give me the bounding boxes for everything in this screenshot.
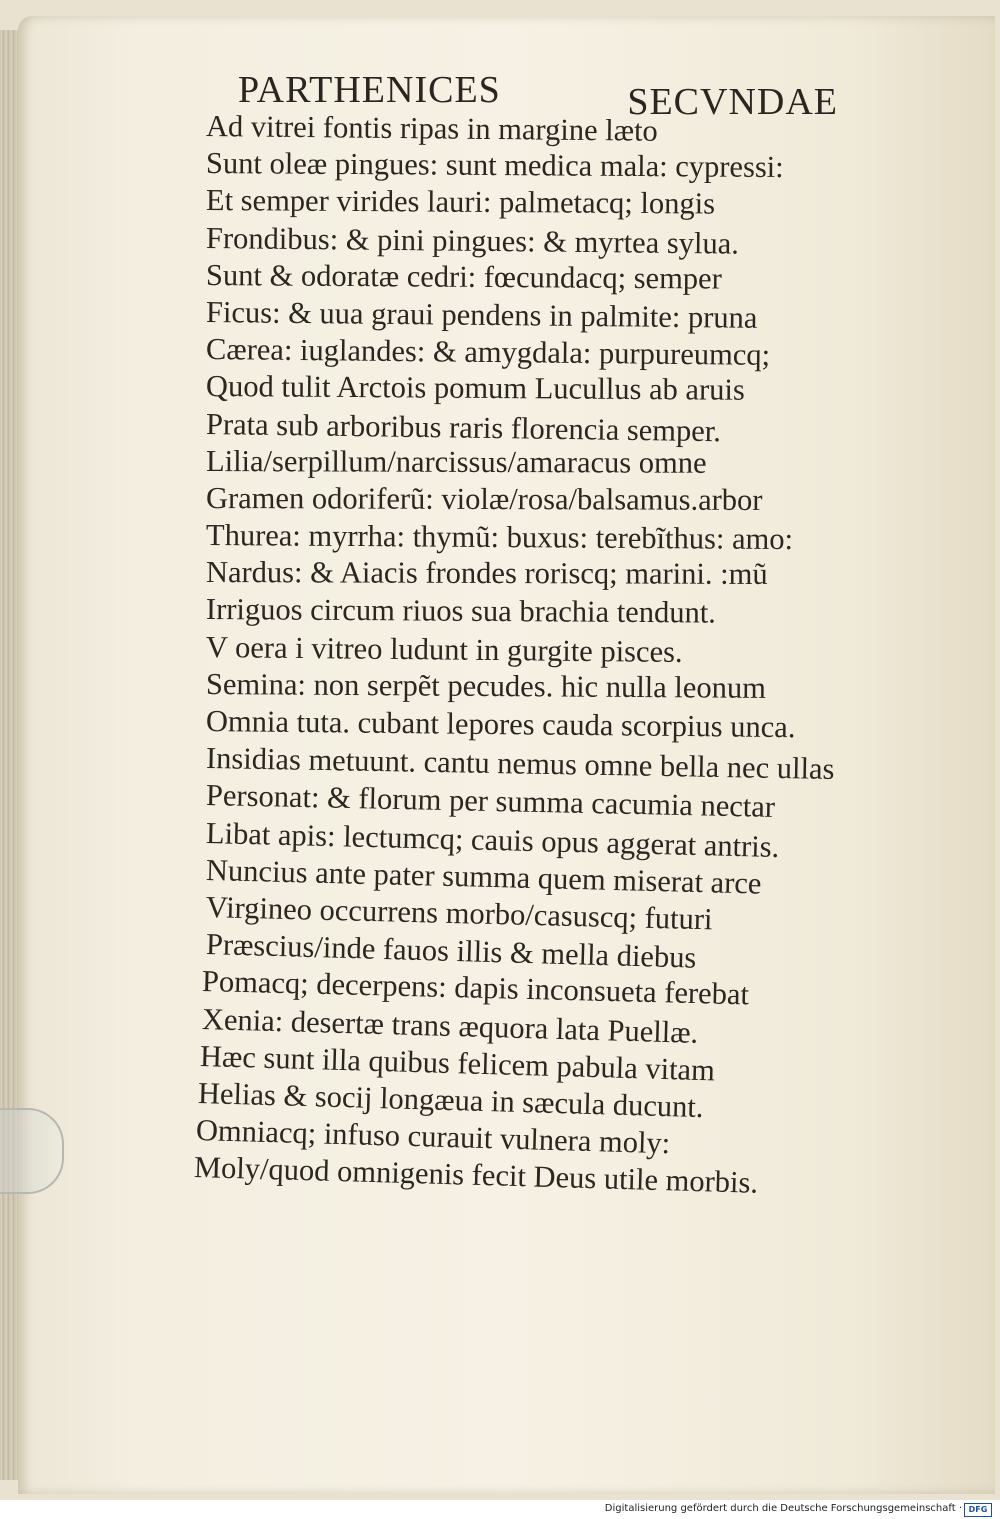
verse-line: Gramen odoriferũ: violæ/rosa/balsamus.arbor — [205, 480, 763, 517]
verse-line: Omnia tuta. cubant lepores cauda scorpius unca. — [205, 704, 796, 745]
verse-line: Helias & socij longæua in sæcula ducunt. — [197, 1075, 705, 1124]
verse-line: Xenia: desertæ trans æquora lata Puellæ. — [201, 1001, 699, 1050]
verse-line: Irriguos circum riuos sua brachia tendunt. — [205, 592, 717, 630]
dfg-logo: DFG — [964, 1503, 992, 1517]
verse-line: Ficus: & uua graui pendens in palmite: pruna — [205, 294, 758, 335]
verse-line: Moly/quod omnigenis fecit Deus utile morbis. — [193, 1150, 759, 1200]
verse-line: Sunt & odoratæ cedri: fœcundacq; semper — [205, 257, 722, 296]
verse-line: Libat apis: lectumcq; cauis opus aggerat antris. — [205, 815, 780, 864]
digitization-credit: Digitalisierung gefördert durch die Deutsche Forschungsgemeinschaft · — [604, 1503, 962, 1514]
verse-line: Cærea: iuglandes: & amygdala: purpureumcq; — [205, 332, 771, 373]
verse-line: Prata sub arboribus raris florencia semper. — [205, 406, 722, 448]
running-header-right: SECVNDAE — [627, 81, 838, 123]
verse-line: Omniacq; infuso curauit vulnera moly: — [195, 1113, 671, 1161]
verse-line: Virgineo occurrens morbo/casuscq; futuri — [205, 889, 713, 937]
verse-line: Semina: non serpẽt pecudes. hic nulla leonum — [205, 666, 766, 705]
verse-line: Quod tulit Arctois pomum Lucullus ab aruis — [205, 369, 745, 408]
verse-line: Nuncius ante pater summa quem miserat arce — [205, 852, 762, 901]
verse-line: Ad vitrei fontis ripas in margine læto — [205, 109, 658, 148]
verse-line: Pomacq; decerpens: dapis inconsueta ferebat — [201, 964, 750, 1012]
page-clip — [0, 1108, 64, 1194]
verse-text-block — [193, 108, 886, 1200]
verse-line: Nardus: & Aiacis frondes roriscq; marini. :mũ — [205, 555, 768, 592]
verse-line: Frondibus: & pini pingues: & myrtea sylua. — [205, 220, 740, 261]
verse-line: Insidias metuunt. cantu nemus omne bella nec ullas — [205, 741, 835, 787]
running-header-left: PARTHENICES — [238, 69, 501, 111]
verse-line: Thurea: myrrha: thymũ: buxus: terebĩthus: amo: — [205, 518, 794, 557]
verse-line: Lilia/serpillum/narcissus/amaracus omne — [205, 443, 707, 480]
verse-line: Hæc sunt illa quibus felicem pabula vitam — [199, 1038, 716, 1088]
verse-line: Sunt oleæ pingues: sunt medica mala: cypressi: — [205, 146, 784, 185]
verse-line: Præscius/inde fauos illis & mella diebus — [205, 927, 697, 975]
verse-line: Et semper virides lauri: palmetacq; longis — [205, 183, 716, 221]
verse-line: V oera i vitreo ludunt in gurgite pisces. — [205, 629, 683, 669]
verse-line: Personat: & florum per summa cacumia nectar — [205, 778, 776, 825]
